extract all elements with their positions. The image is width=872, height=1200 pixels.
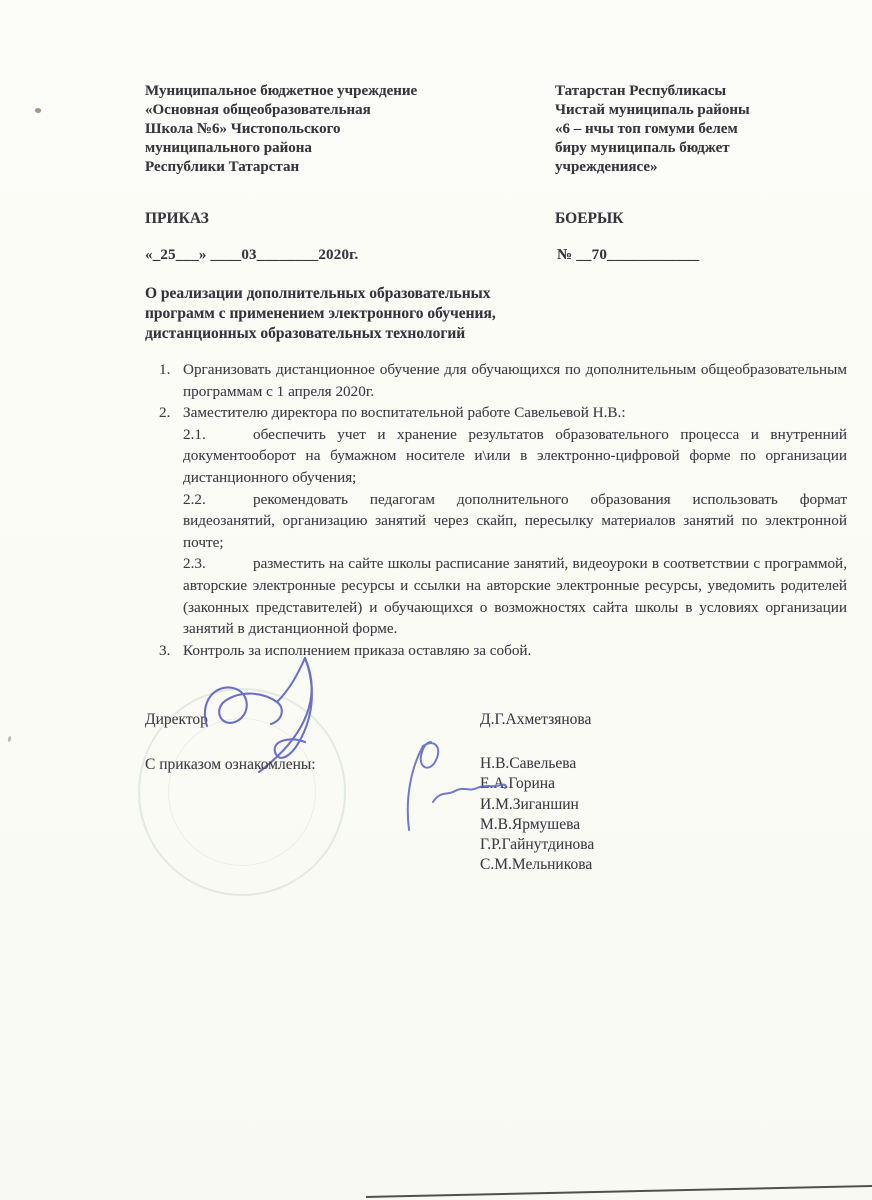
order-date: «_25___» ____03________2020г. bbox=[145, 247, 359, 263]
order-number: № __70____________ bbox=[557, 247, 700, 263]
item-number: 2.1. bbox=[183, 425, 206, 443]
acknowledged-name: М.В.Ярмушева bbox=[480, 815, 581, 833]
acknowledged-label: С приказом ознакомлены: bbox=[145, 756, 316, 773]
letterhead-russian bbox=[145, 82, 555, 177]
order-item-2 bbox=[145, 402, 847, 424]
item-text: рекомендовать педагогам дополнительного образования использовать формат видеозанятий, организацию занятий через скайп, пересылку материалов занятий по электронной почте; bbox=[183, 490, 847, 551]
letterhead-tatar bbox=[555, 82, 855, 177]
item-text: Заместителю директора по воспитательной работе Савельевой Н.В.: bbox=[183, 404, 626, 422]
acknowledged-names bbox=[480, 754, 594, 876]
item-number: 1. bbox=[159, 361, 171, 378]
acknowledged-name: И.М.Зиганшин bbox=[480, 795, 579, 813]
order-item-2-2 bbox=[145, 489, 847, 554]
order-label-russian: ПРИКАЗ bbox=[145, 210, 209, 227]
order-body bbox=[145, 359, 847, 661]
scan-speck bbox=[7, 736, 11, 743]
order-title-line: О реализации дополнительных образовательных bbox=[145, 285, 491, 302]
acknowledged-name: Г.Р.Гайнутдинова bbox=[480, 836, 595, 854]
acknowledged-name: Н.В.Савельева bbox=[480, 755, 577, 772]
order-title bbox=[145, 284, 665, 345]
scan-speck bbox=[34, 107, 41, 114]
item-text: обеспечить учет и хранение результатов образовательного процесса и внутренний документооборот на бумажном носителе и\или в электронно-цифровой форме по организации дистанционного обучения; bbox=[183, 425, 847, 486]
order-label-tatar: БОЕРЫК bbox=[555, 210, 624, 227]
letterhead-line: Муниципальное бюджетное учреждение bbox=[145, 83, 418, 99]
letterhead-line: учреждениясе» bbox=[555, 159, 658, 175]
order-item-1 bbox=[145, 359, 847, 402]
letterhead-line: Татарстан Республикасы bbox=[555, 83, 727, 99]
letterhead-line: Чистай муниципаль районы bbox=[555, 102, 750, 118]
letterhead-line: «Основная общеобразовательная bbox=[145, 102, 371, 118]
item-text: разместить на сайте школы расписание занятий, видеоуроки в соответствии с программой, авторские электронные ресурсы и ссылки на авторские электронные ресурсы, уведомить родителей (законных представителей) и обучающихся о возможностях сайта школы в условиях организации занятий в дистанционной форме. bbox=[183, 555, 847, 638]
order-item-3 bbox=[145, 640, 847, 662]
letterhead-line: «6 – нчы топ гомуми белем bbox=[555, 121, 738, 137]
order-item-2-1 bbox=[145, 424, 847, 489]
item-number: 2.3. bbox=[183, 555, 206, 573]
director-name: Д.Г.Ахметзянова bbox=[480, 711, 592, 728]
item-text: Контроль за исполнением приказа оставляю за собой. bbox=[183, 641, 532, 659]
letterhead-line: биру муниципаль бюджет bbox=[555, 140, 730, 156]
director-label: Директор bbox=[145, 711, 208, 728]
item-text: Организовать дистанционное обучение для обучающихся по дополнительным общеобразовательным программам с 1 апреля 2020г. bbox=[183, 361, 847, 400]
order-item-2-3 bbox=[145, 553, 847, 639]
acknowledged-name: С.М.Мельникова bbox=[480, 856, 593, 874]
order-title-line: дистанционных образовательных технологий bbox=[145, 325, 466, 343]
item-number: 3. bbox=[159, 641, 171, 659]
letterhead-line: муниципального района bbox=[145, 140, 312, 156]
order-title-line: программ с применением электронного обучения, bbox=[145, 305, 496, 323]
item-number: 2. bbox=[159, 404, 171, 422]
scan-edge-line bbox=[0, 1182, 872, 1200]
letterhead-line: Школа №6» Чистопольского bbox=[145, 121, 341, 137]
acknowledged-name: Е.А.Горина bbox=[480, 775, 555, 793]
letterhead-line: Республики Татарстан bbox=[145, 159, 300, 175]
item-number: 2.2. bbox=[183, 490, 206, 508]
